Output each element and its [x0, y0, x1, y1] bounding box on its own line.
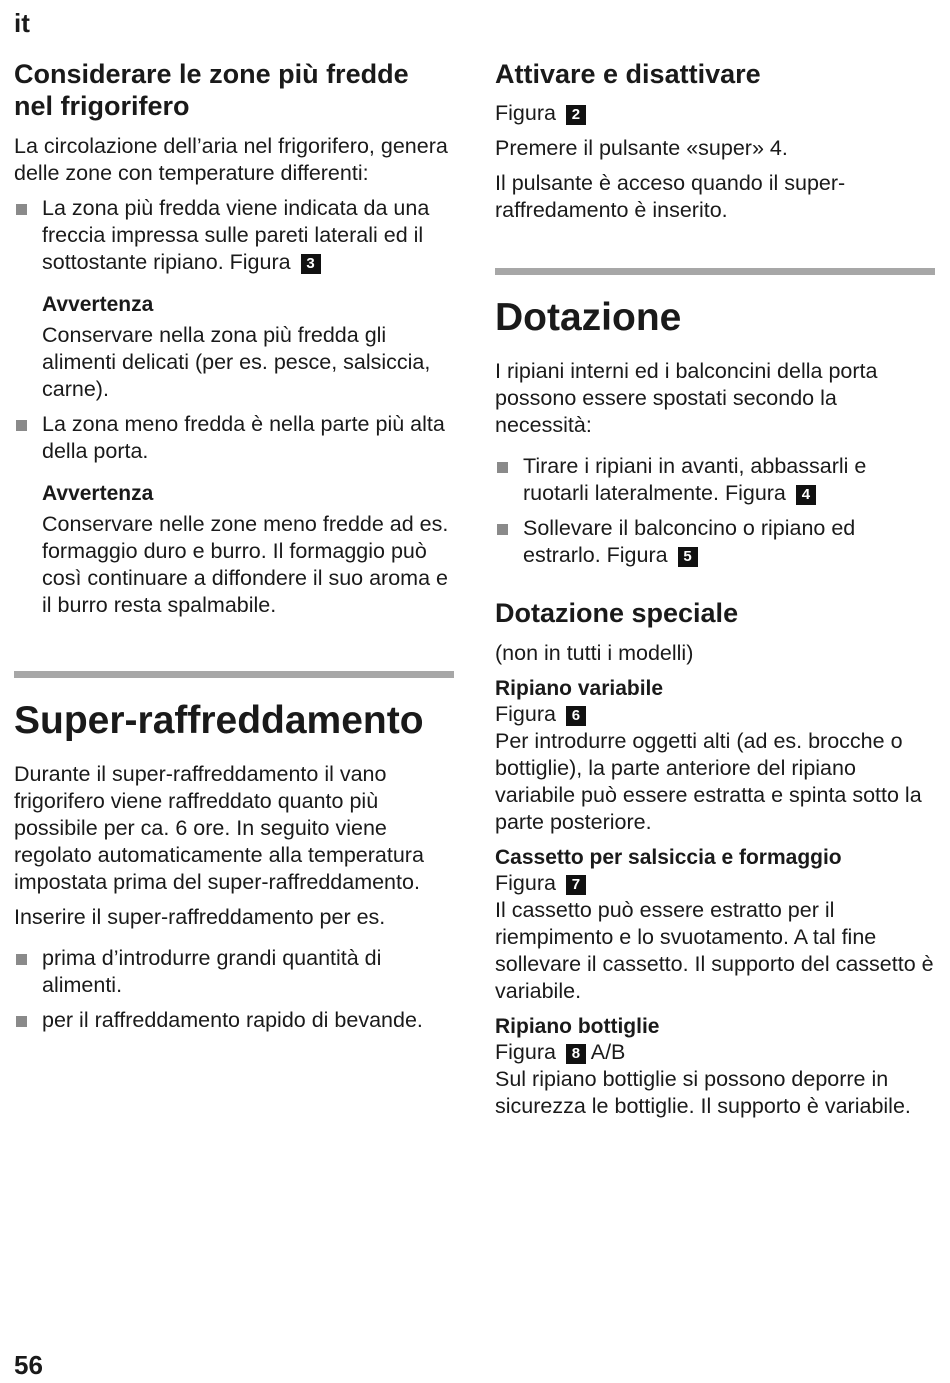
zones-list	[14, 195, 454, 276]
right-column	[495, 58, 935, 1128]
list-item	[14, 1007, 454, 1034]
figure-badge: 2	[566, 105, 586, 125]
figure-badge: 5	[678, 547, 698, 567]
bullet-square-icon	[16, 420, 27, 431]
item-text: Per introdurre oggetti alti (ad es. brocche o bottiglie), la parte anteriore del ripiano variabile può essere estratta e spinta sotto la parte posteriore.	[495, 728, 922, 834]
activate-figure-ref	[495, 100, 935, 127]
zones-bullet-1: La zona più fredda viene indicata da una freccia impressa sulle pareti laterali ed il sottostante ripiano. Figura	[42, 195, 430, 274]
page-number: 56	[14, 1350, 43, 1380]
super-bullet-2: per il raffreddamento rapido di bevande.	[42, 1007, 423, 1032]
language-code: it	[14, 8, 30, 38]
bullet-square-icon	[497, 524, 508, 535]
item-text: Il cassetto può essere estratto per il riempimento e lo svuotamento. A tal fine sollevare il cassetto. Il supporto del cassetto è variabile.	[495, 897, 934, 1003]
item-figure-ref	[495, 870, 935, 897]
zones-list-2	[14, 411, 454, 465]
item-figure-ref	[495, 701, 935, 728]
list-item	[14, 411, 454, 465]
equipment-bullet-1: Tirare i ripiani in avanti, abbassarli e ruotarli lateralmente. Figura	[523, 454, 867, 506]
figure-label: Figura	[495, 101, 556, 126]
item-title: Ripiano variabile	[495, 676, 664, 700]
bullet-square-icon	[16, 204, 27, 215]
note-body: Conservare nelle zone meno fredde ad es. formaggio duro e burro. Il formaggio può così continuare a diffondere il suo aroma e il burro resta spalmabile.	[42, 511, 449, 617]
item-title: Ripiano bottiglie	[495, 1014, 660, 1038]
item-figure-ref	[495, 1039, 935, 1066]
equipment-bullet-2: Sollevare il balconcino o ripiano ed estrarlo. Figura	[523, 516, 856, 568]
item-title: Cassetto per salsiccia e formaggio	[495, 845, 842, 869]
figure-badge: 6	[566, 706, 586, 726]
figure-label: Figura	[495, 701, 556, 726]
equipment-list	[495, 453, 935, 569]
super-para-2: Inserire il super-raffreddamento per es.	[14, 904, 386, 929]
activate-heading: Attivare e disattivare	[495, 59, 761, 89]
left-column	[14, 58, 454, 1042]
note-body: Conservare nella zona più fredda gli alimenti delicati (per es. pesce, salsiccia, carne).	[42, 322, 431, 401]
zones-intro: La circolazione dell’aria nel frigorifero, genera delle zone con temperature differenti:	[14, 133, 448, 185]
figure-badge: 4	[796, 485, 816, 505]
zones-heading: Considerare le zone più fredde nel frigorifero	[14, 59, 409, 122]
super-list	[14, 945, 454, 1034]
figure-label: Figura	[495, 870, 556, 895]
super-heading: Super-raffreddamento	[14, 698, 424, 742]
bullet-square-icon	[497, 462, 508, 473]
list-item	[14, 945, 454, 999]
activate-para-1: Premere il pulsante «super» 4.	[495, 136, 788, 161]
bullet-square-icon	[16, 954, 27, 965]
list-item	[495, 515, 935, 569]
figure-suffix: A/B	[590, 1039, 626, 1064]
figure-badge: 8	[566, 1044, 586, 1064]
list-item	[495, 453, 935, 507]
figure-label: Figura	[495, 1039, 556, 1064]
super-bullet-1: prima d’introdurre grandi quantità di alimenti.	[42, 945, 382, 997]
item-text: Sul ripiano bottiglie si possono deporre in sicurezza le bottiglie. Il supporto è variabile.	[495, 1066, 911, 1118]
figure-badge: 3	[301, 254, 321, 274]
figure-badge: 7	[566, 875, 586, 895]
section-divider	[495, 268, 935, 275]
list-item	[14, 195, 454, 276]
note-title: Avvertenza	[42, 481, 154, 505]
section-divider	[14, 671, 454, 678]
bullet-square-icon	[16, 1016, 27, 1027]
note-title: Avvertenza	[42, 292, 154, 316]
equipment-heading: Dotazione	[495, 296, 682, 340]
special-note: (non in tutti i modelli)	[495, 640, 694, 665]
super-para-1: Durante il super-raffreddamento il vano frigorifero viene raffreddato quanto più possibile per ca. 6 ore. In seguito viene regolato automaticamente alla temperatura impostata prima del super-raffreddamento.	[14, 761, 424, 894]
activate-para-2: Il pulsante è acceso quando il super-raffredamento è inserito.	[495, 171, 846, 223]
zones-bullet-2: La zona meno fredda è nella parte più alta della porta.	[42, 411, 445, 463]
equipment-intro: I ripiani interni ed i balconcini della porta possono essere spostati secondo la necessità:	[495, 359, 878, 438]
special-heading: Dotazione speciale	[495, 598, 739, 629]
